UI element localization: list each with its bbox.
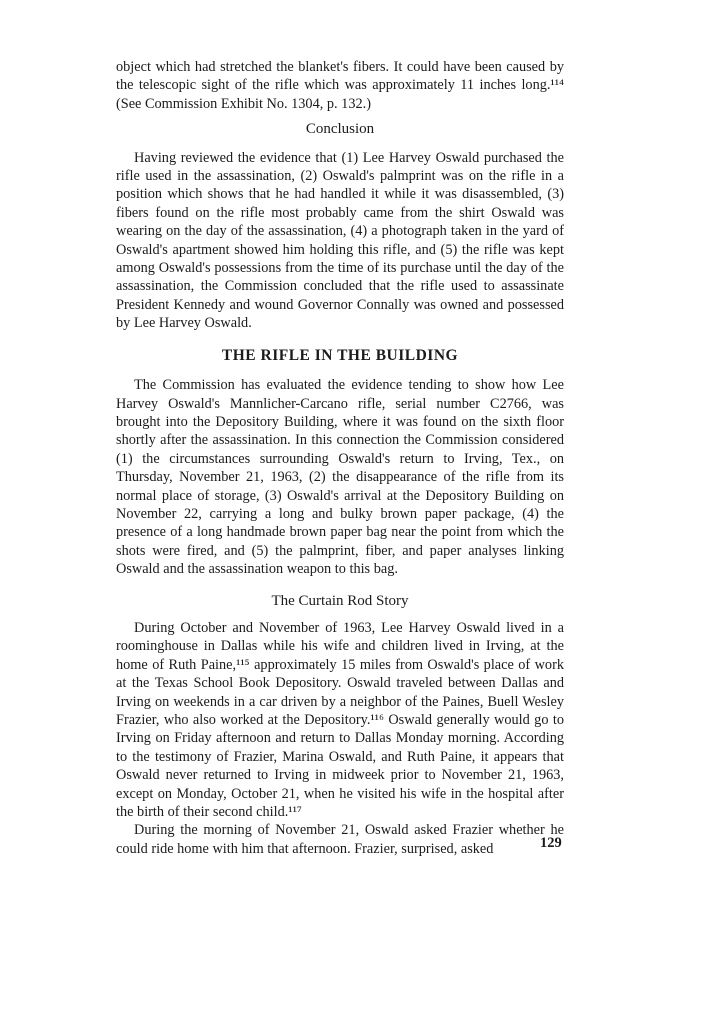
page-number: 129 xyxy=(540,835,562,851)
chapter-heading-rifle-in-building: THE RIFLE IN THE BUILDING xyxy=(221,346,459,364)
section-heading-curtain-rod: The Curtain Rod Story xyxy=(271,592,409,609)
paragraph-curtain-rod-1: During October and November of 1963, Lee Harvey Oswald lived in a roominghouse in Dallas while his wife and children lived in Irving, at the home of Ruth Paine,¹¹⁵ approximately 15 miles from Oswald's place of work at the Texas School Book Depository. Oswald traveled between Dallas and Irving on weekends in a car driven by a neighbor of the Paines, Buell Wesley Frazier, who also worked at the Depository.¹¹⁶ Oswald generally would go to Irving on Friday afternoon and return to Dallas Monday morning. According to the testimony of Frazier, Marina Oswald, and Ruth Paine, it appears that Oswald never returned to Irving in midweek prior to November 21, 1963, except on Monday, October 21, when he visited his wife in the hospital after the birth of their second child.¹¹⁷ xyxy=(116,619,564,821)
document-page xyxy=(116,58,564,858)
paragraph-curtain-rod-2: During the morning of November 21, Oswald asked Frazier whether he could ride home with him that afternoon. Frazier, surprised, asked xyxy=(116,822,564,857)
paragraph-rifle-building: The Commission has evaluated the evidence tending to show how Lee Harvey Oswald's Mannlicher-Carcano rifle, serial number C2766, was brought into the Depository Building, where it was found on the sixth floor shortly after the assassination. In this connection the Commission considered (1) the circumstances surrounding Oswald's return to Irving, Tex., on Thursday, November 21, 1963, (2) the disappearance of the rifle from its normal place of storage, (3) Oswald's arrival at the Depository Building on November 22, carrying a long and bulky brown paper package, (4) the presence of a long handmade brown paper bag near the point from which the shots were fired, and (5) the palmprint, fiber, and paper analyses linking Oswald and the assassination weapon to this bag. xyxy=(116,377,564,578)
paragraph-conclusion: Having reviewed the evidence that (1) Lee Harvey Oswald purchased the rifle used in the assassination, (2) Oswald's palmprint was on the rifle in a position which shows that he had handled it while it was disassembled, (3) fibers found on the rifle most probably came from the shirt Oswald was wearing on the day of the assassination, (4) a photograph taken in the yard of Oswald's apartment showed him holding this rifle, and (5) the rifle was kept among Oswald's possessions from the time of its purchase until the day of the assassination, the Commission concluded that the rifle used to assassinate President Kennedy and wound Governor Connally was owned and possessed by Lee Harvey Oswald. xyxy=(116,149,564,332)
section-heading-conclusion: Conclusion xyxy=(305,121,375,138)
paragraph-continued: object which had stretched the blanket's fibers. It could have been caused by the telescopic sight of the rifle which was approximately 11 inches long.¹¹⁴ (See Commission Exhibit No. 1304, p. 132.) xyxy=(116,59,564,112)
